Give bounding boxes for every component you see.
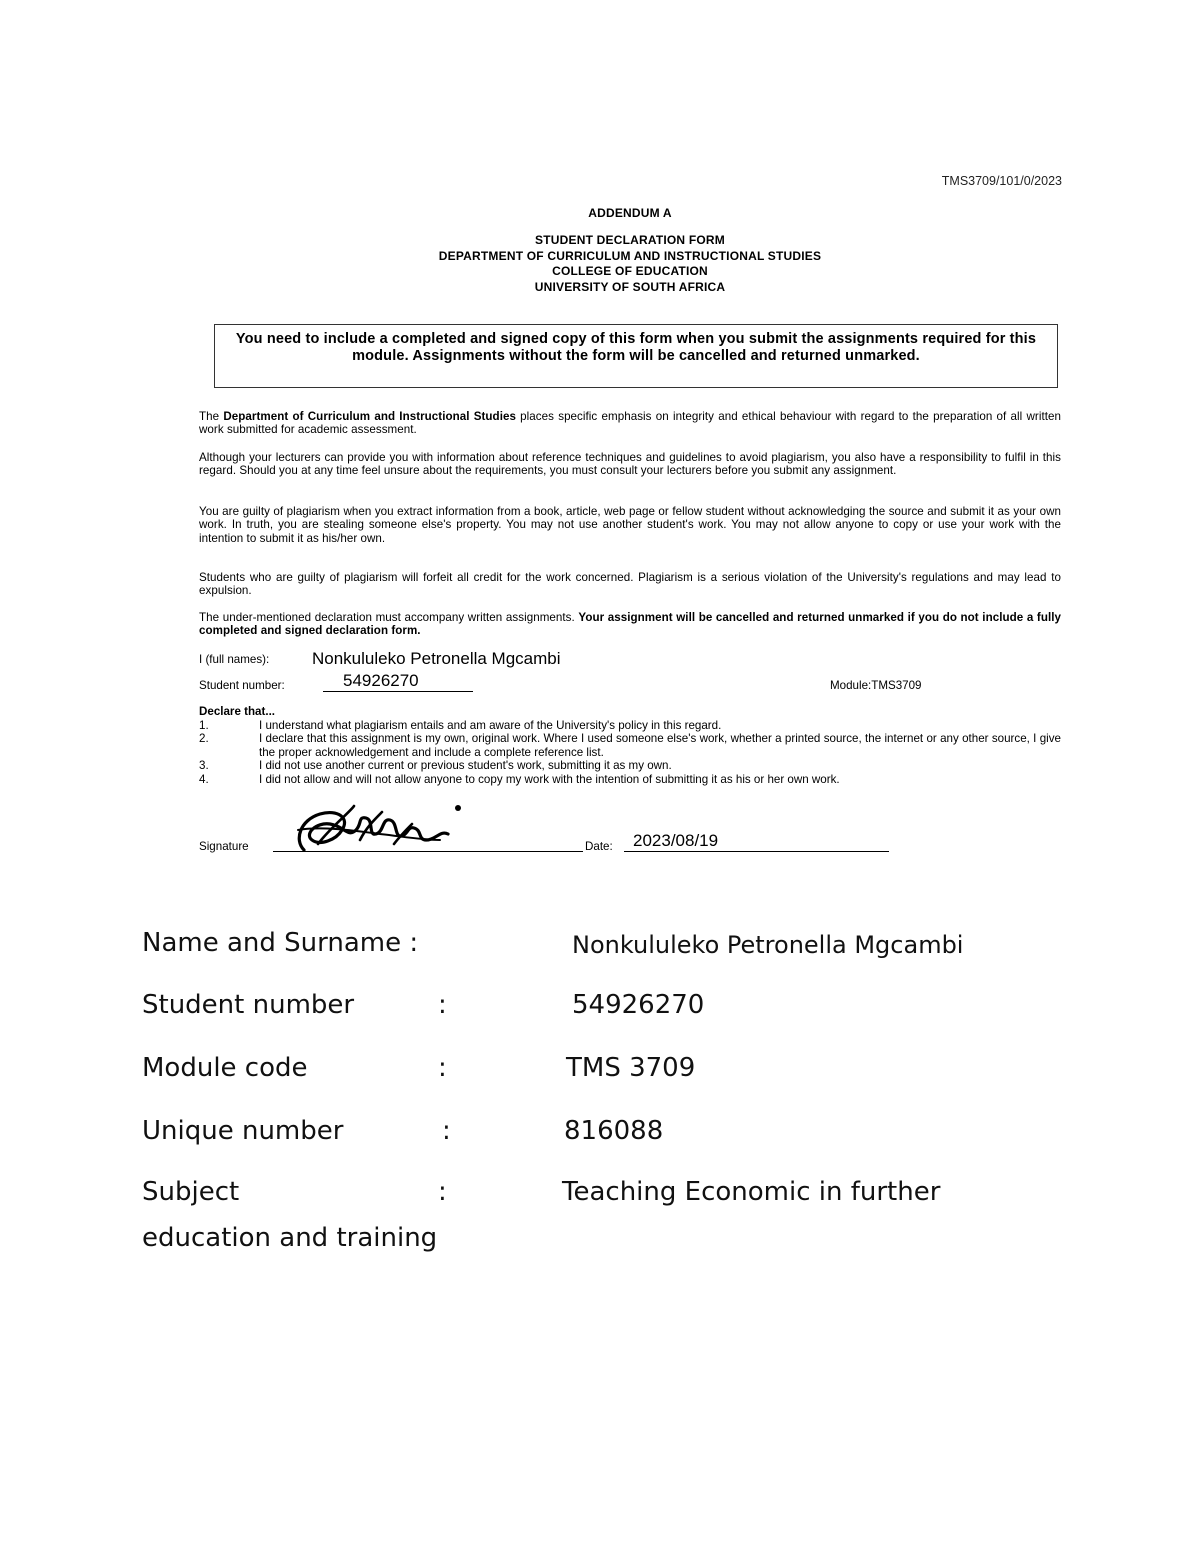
declaration-item bbox=[199, 732, 1061, 759]
header-line-college: COLLEGE OF EDUCATION bbox=[552, 264, 708, 278]
unique-number-value: 816088 bbox=[564, 1116, 664, 1146]
subject-value-continued: education and training bbox=[142, 1223, 438, 1253]
colon: : bbox=[438, 990, 447, 1020]
handwritten-signature bbox=[290, 800, 465, 862]
header-line-university: UNIVERSITY OF SOUTH AFRICA bbox=[534, 279, 726, 294]
declaration-list bbox=[199, 719, 1061, 786]
intro-suffix: places specific emphasis on integrity and ethical behaviour with regard to the preparation of all written work submitted for academic assessment. bbox=[199, 410, 1061, 437]
declare-heading: Declare that... bbox=[199, 705, 276, 718]
declaration-text: I declare that this assignment is my own, original work. Where I used someone else's work, whether a printed source, the internet or any other source, I give the proper acknowledgement and include a complete reference list. bbox=[259, 732, 1061, 759]
declaration-item bbox=[199, 773, 1061, 786]
module-code-label: Module code bbox=[142, 1053, 308, 1083]
declaration-text: I understand what plagiarism entails and am aware of the University's policy in this regard. bbox=[259, 719, 722, 732]
requirement-warning: Your assignment will be cancelled and returned unmarked if you do not include a fully completed and signed declaration form. bbox=[199, 611, 1061, 638]
module-label: Module:TMS3709 bbox=[830, 679, 922, 692]
student-number-value: 54926270 bbox=[343, 671, 419, 690]
notice-text: You need to include a completed and signed copy of this form when you submit the assignments required for this module. Assignments without the form will be cancelled and returned unmarked. bbox=[235, 331, 1037, 364]
addendum-title: ADDENDUM A bbox=[588, 206, 672, 220]
unique-number-label: Unique number bbox=[142, 1116, 344, 1146]
declaration-item bbox=[199, 719, 1061, 732]
lecturer-paragraph: Although your lecturers can provide you with information about reference techniques and guidelines to avoid plagiarism, you also have a responsibility to fulfil in this regard. Should you at any time feel unsure about the requirements, you must consult your lecturers before you submit any assignment. bbox=[199, 451, 1061, 478]
full-names-value: Nonkululeko Petronella Mgcambi bbox=[312, 649, 561, 668]
declaration-requirement-paragraph bbox=[199, 611, 1061, 638]
plagiarism-definition-paragraph: You are guilty of plagiarism when you extract information from a book, article, web page or fellow student without acknowledging the source and submit it as your own work. In truth, you are stealing someone else's property. You may not use another student's work. You may not allow anyone to copy or use your work with the intention to submit it as his/her own. bbox=[199, 505, 1061, 545]
declaration-number: 4. bbox=[199, 772, 209, 786]
colon: : bbox=[438, 1053, 447, 1083]
declaration-text: I did not use another current or previous student's work, submitting it as my own. bbox=[259, 759, 672, 773]
colon: : bbox=[438, 1177, 447, 1207]
header-line-form: STUDENT DECLARATION FORM bbox=[535, 233, 725, 247]
student-number-underline bbox=[323, 691, 473, 692]
date-label: Date: bbox=[585, 840, 613, 853]
name-surname-value: Nonkululeko Petronella Mgcambi bbox=[572, 931, 964, 959]
declaration-number: 1. bbox=[199, 719, 209, 732]
student-number-label: Student number: bbox=[199, 679, 285, 692]
declaration-number: 3. bbox=[199, 759, 209, 773]
signature-label: Signature bbox=[199, 840, 249, 853]
student-number-info-value: 54926270 bbox=[572, 990, 705, 1020]
penalty-paragraph: Students who are guilty of plagiarism will forfeit all credit for the work concerned. Plagiarism is a serious violation of the University's regulations and may lead to expulsion. bbox=[199, 571, 1061, 598]
name-surname-label: Name and Surname : bbox=[142, 928, 419, 958]
form-header bbox=[0, 233, 1200, 295]
intro-prefix: The bbox=[199, 410, 224, 423]
intro-paragraph bbox=[199, 410, 1061, 437]
subject-label: Subject bbox=[142, 1177, 240, 1207]
full-names-label: I (full names): bbox=[199, 653, 270, 666]
header-line-department: DEPARTMENT OF CURRICULUM AND INSTRUCTIONAL STUDIES bbox=[438, 248, 822, 263]
colon: : bbox=[442, 1116, 451, 1146]
declaration-number: 2. bbox=[199, 732, 209, 746]
module-code-value: TMS 3709 bbox=[566, 1053, 696, 1083]
subject-value: Teaching Economic in further bbox=[562, 1177, 941, 1207]
declaration-text: I did not allow and will not allow anyone to copy my work with the intention of submitting it as his or her own work. bbox=[259, 772, 840, 786]
reference-code: TMS3709/101/0/2023 bbox=[941, 174, 1062, 188]
department-name: Department of Curriculum and Instructional Studies bbox=[223, 410, 516, 423]
date-value: 2023/08/19 bbox=[633, 831, 719, 850]
requirement-text: The under-mentioned declaration must accompany written assignments. bbox=[199, 611, 579, 624]
student-number-info-label: Student number bbox=[142, 990, 355, 1020]
date-underline bbox=[624, 851, 889, 852]
declaration-item bbox=[199, 759, 1061, 772]
notice-box bbox=[214, 324, 1058, 388]
